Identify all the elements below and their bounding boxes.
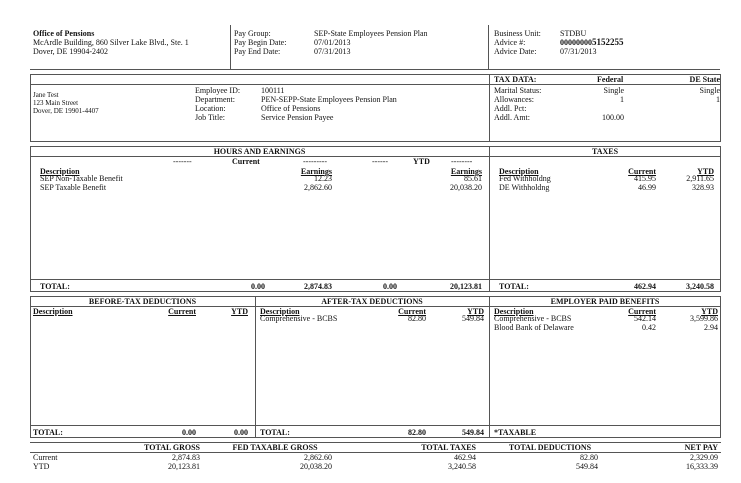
pay-group-value: SEP-State Employees Pension Plan <box>314 29 428 38</box>
employer-benefit-row <box>494 324 718 333</box>
hours-ytd-earnings-header: Earnings <box>450 167 482 176</box>
before-tax-current-header: Current <box>168 307 196 316</box>
tax-data-federal-value: 100.00 <box>602 113 624 122</box>
before-tax-description-header: Description <box>33 307 73 316</box>
summary-total-deductions-header: TOTAL DEDUCTIONS <box>508 443 592 452</box>
tax-ytd: 328.93 <box>692 182 714 192</box>
location-label: Location: <box>195 104 226 113</box>
after-tax-current-header: Current <box>398 307 426 316</box>
taxes-description-header: Description <box>499 167 539 176</box>
advice-date-label: Advice Date: <box>494 47 537 56</box>
divider <box>230 25 231 69</box>
employee-id-value: 100111 <box>261 86 285 95</box>
divider <box>489 146 490 292</box>
tax-data-rows <box>494 86 720 122</box>
business-labels <box>494 29 541 56</box>
employer-benefit-ytd: 3,599.86 <box>690 314 718 323</box>
employee-address-1: 123 Main Street <box>33 99 79 107</box>
dash-separator: ------ <box>372 157 388 166</box>
tax-data-state-value: 1 <box>716 95 720 104</box>
employer-paid-title: EMPLOYER PAID BENEFITS <box>550 297 660 306</box>
divider <box>30 69 720 70</box>
location-value: Office of Pensions <box>261 104 321 113</box>
tax-data-state-value: Single <box>699 86 720 95</box>
business-unit-value: STDBU <box>560 29 587 38</box>
summary-current-deductions: 82.80 <box>580 453 598 462</box>
tax-data-label: Addl. Pct: <box>494 104 527 113</box>
earnings-row <box>40 175 482 184</box>
taxes-total-current: 462.94 <box>634 282 656 291</box>
earnings-description: SEP Taxable Benefit <box>40 182 107 192</box>
pay-begin-label: Pay Begin Date: <box>234 38 287 47</box>
hours-total-current: 2,874.83 <box>304 282 332 291</box>
hours-total-ytd: 20,123.81 <box>450 282 482 291</box>
taxes-current-header: Current <box>628 167 656 176</box>
employer-ytd-header: YTD <box>701 307 718 316</box>
department-label: Department: <box>195 95 235 104</box>
after-tax-total-ytd: 549.84 <box>462 428 484 437</box>
before-tax-total-ytd: 0.00 <box>234 428 248 437</box>
employee-address-2: Dover, DE 19901-4407 <box>33 107 99 115</box>
hours-current-header: Current <box>232 157 260 166</box>
employee-values <box>261 86 397 122</box>
tax-data-label: Allowances: <box>494 95 534 104</box>
tax-current: 46.99 <box>638 182 656 192</box>
office-address-1: McArdle Building, 860 Silver Lake Blvd., Ste. 1 <box>33 38 189 47</box>
hours-current-earnings-header: Earnings <box>300 167 332 176</box>
divider <box>30 425 721 426</box>
hours-total-hours-current: 0.00 <box>251 282 265 291</box>
pay-end-value: 07/31/2013 <box>314 47 351 56</box>
employer-description-header: Description <box>494 307 534 316</box>
divider <box>255 296 256 438</box>
employer-benefit-description: Blood Bank of Delaware <box>494 322 574 332</box>
office-block <box>33 29 189 56</box>
taxes-title: TAXES <box>591 147 619 156</box>
tax-row <box>499 184 714 193</box>
after-tax-ytd: 549.84 <box>462 314 484 323</box>
tax-data-row <box>494 95 720 104</box>
employee-id-label: Employee ID: <box>195 86 241 95</box>
employee-address-block <box>33 91 99 115</box>
after-tax-total-current: 82.80 <box>408 428 426 437</box>
tax-current: 415.95 <box>634 174 656 183</box>
after-tax-description-header: Description <box>260 307 300 316</box>
department-value: PEN-SEPP-State Employees Pension Plan <box>261 95 397 104</box>
taxes-rows <box>499 175 714 192</box>
after-tax-title: AFTER-TAX DEDUCTIONS <box>321 297 423 306</box>
office-name: Office of Pensions <box>33 29 95 38</box>
dash-separator: -------- <box>451 157 473 166</box>
tax-data-federal-value: Single <box>603 86 624 95</box>
summary-current-label: Current <box>33 453 58 462</box>
before-tax-ytd-header: YTD <box>231 307 248 316</box>
summary-current-gross: 2,874.83 <box>172 453 200 462</box>
divider <box>30 84 721 85</box>
business-values <box>560 29 624 56</box>
summary-current-fed-taxable: 2,862.60 <box>304 453 332 462</box>
employer-benefit-current: 0.42 <box>642 322 656 332</box>
summary-current-net-pay: 2,329.09 <box>690 453 718 462</box>
summary-fed-taxable-header: FED TAXABLE GROSS <box>232 443 318 452</box>
before-tax-title: BEFORE-TAX DEDUCTIONS <box>88 297 197 306</box>
summary-ytd-net-pay: 16,333.39 <box>686 462 718 471</box>
after-tax-row <box>260 315 484 324</box>
employer-benefit-ytd: 2.94 <box>704 322 718 332</box>
before-tax-total-current: 0.00 <box>182 428 196 437</box>
taxes-total-label: TOTAL: <box>499 282 529 291</box>
earnings-current: 2,862.60 <box>304 182 332 192</box>
advice-date-value: 07/31/2013 <box>560 47 597 56</box>
dash-separator: ------- <box>173 157 192 166</box>
earnings-row <box>40 184 482 193</box>
tax-data-label: Marital Status: <box>494 86 542 95</box>
before-tax-total-label: TOTAL: <box>33 428 63 437</box>
employer-benefit-description: Comprehensive - BCBS <box>494 314 572 323</box>
summary-net-pay-header: NET PAY <box>684 443 718 452</box>
taxes-total-ytd: 3,240.58 <box>686 282 714 291</box>
summary-ytd-label: YTD <box>33 462 50 471</box>
tax-data-federal-header: Federal <box>597 75 624 84</box>
employer-rows <box>494 315 718 332</box>
advice-number-suffix: 5152255 <box>592 37 624 47</box>
employee-labels <box>195 86 240 122</box>
tax-description: Fed Withholdng <box>499 174 551 183</box>
summary-ytd-fed-taxable: 20,038.20 <box>300 462 332 471</box>
dash-separator: --------- <box>303 157 327 166</box>
pay-end-label: Pay End Date: <box>234 47 281 56</box>
after-tax-description: Comprehensive - BCBS <box>260 314 338 323</box>
business-unit-label: Business Unit: <box>494 29 541 38</box>
job-title-label: Job Title: <box>195 113 226 122</box>
taxes-ytd-header: YTD <box>697 167 714 176</box>
summary-ytd-deductions: 549.84 <box>576 462 598 471</box>
advice-number-label: Advice #: <box>494 38 526 47</box>
hours-ytd-header: YTD <box>413 157 430 166</box>
hours-description-header: Description <box>40 167 80 176</box>
after-tax-ytd-header: YTD <box>467 307 484 316</box>
hours-title: HOURS AND EARNINGS <box>213 147 306 156</box>
taxable-note: *TAXABLE <box>494 428 537 437</box>
divider <box>489 296 490 438</box>
after-tax-rows <box>260 315 484 324</box>
hours-total-hours-ytd: 0.00 <box>383 282 397 291</box>
pay-group-label: Pay Group: <box>234 29 271 38</box>
tax-data-federal-value: 1 <box>620 95 624 104</box>
after-tax-current: 82.80 <box>408 314 426 323</box>
pay-begin-value: 07/01/2013 <box>314 38 351 47</box>
employer-benefit-current: 542.14 <box>634 314 656 323</box>
employer-current-header: Current <box>628 307 656 316</box>
tax-description: DE Withholdng <box>499 182 550 192</box>
advice-number-value <box>560 38 624 47</box>
office-address-2: Dover, DE 19904-2402 <box>33 47 108 56</box>
tax-data-row <box>494 104 720 113</box>
divider <box>30 279 721 280</box>
earnings-ytd: 20,038.20 <box>450 182 482 192</box>
job-title-value: Service Pension Payee <box>261 113 334 122</box>
pay-labels <box>234 29 286 56</box>
tax-ytd: 2,911.65 <box>686 174 714 183</box>
tax-data-state-header: DE State <box>689 75 720 84</box>
tax-data-label: Addl. Amt: <box>494 113 531 122</box>
pay-values <box>314 29 428 56</box>
summary-total-gross-header: TOTAL GROSS <box>144 443 200 452</box>
summary-ytd-taxes: 3,240.58 <box>448 462 476 471</box>
summary-current-taxes: 462.94 <box>454 453 476 462</box>
tax-data-title: TAX DATA: <box>494 75 537 84</box>
employee-name: Jane Test <box>33 91 59 99</box>
tax-data-row <box>494 113 720 122</box>
earnings-ytd: 85.61 <box>464 174 482 183</box>
advice-number-prefix: 00000000 <box>560 38 592 47</box>
hours-rows <box>40 175 482 192</box>
hours-total-label: TOTAL: <box>40 282 70 291</box>
divider <box>488 25 489 69</box>
after-tax-total-label: TOTAL: <box>260 428 290 437</box>
earnings-description: SEP Non-Taxable Benefit <box>40 174 123 183</box>
earnings-current: 12.23 <box>314 174 332 183</box>
tax-data-row <box>494 86 720 95</box>
summary-total-taxes-header: TOTAL TAXES <box>421 443 476 452</box>
summary-ytd-gross: 20,123.81 <box>168 462 200 471</box>
